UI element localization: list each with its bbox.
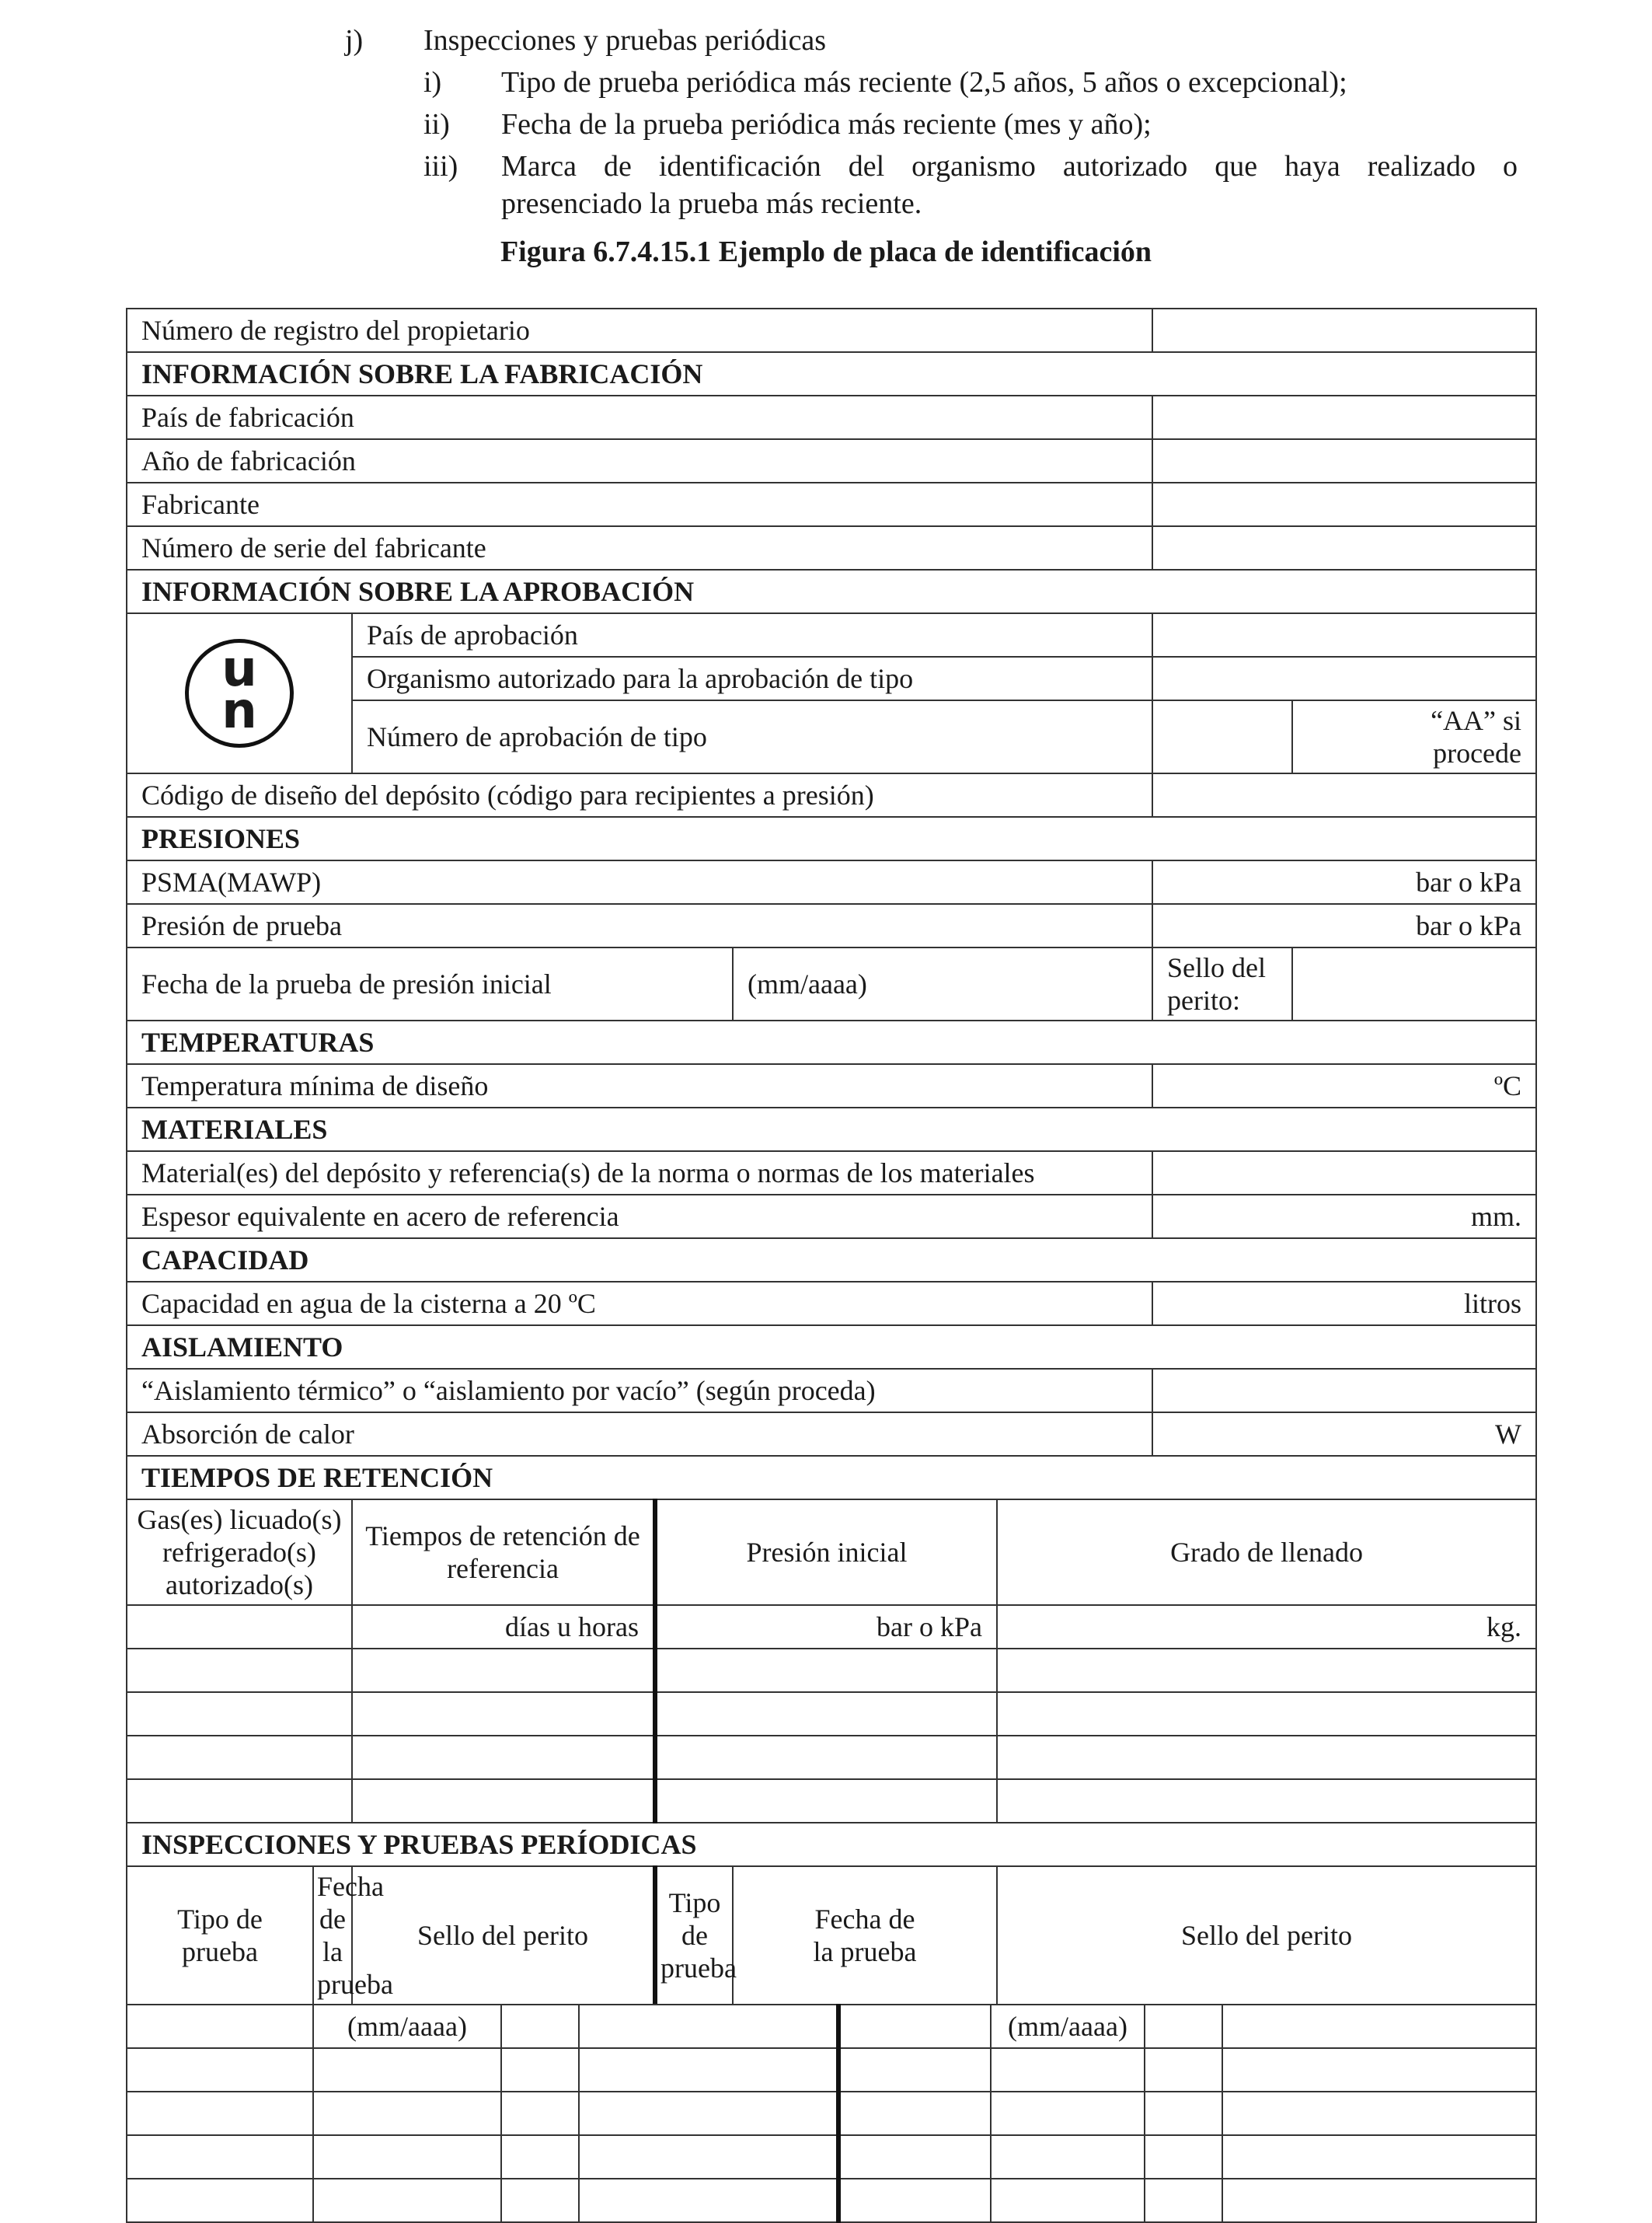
- capacity-section-header: CAPACIDAD: [127, 1238, 1536, 1282]
- table-cell: [997, 1736, 1536, 1779]
- table-row: [127, 2135, 1536, 2179]
- refrigerated-gas-header-line1: Gas(es) licuado(s): [137, 1504, 342, 1535]
- approval-authority-label: Organismo autorizado para la aprobación de tipo: [352, 657, 1152, 700]
- materials-section-header: MATERIALES: [127, 1108, 1536, 1151]
- design-code-label: Código de diseño del depósito (código para recipientes a presión): [127, 773, 1152, 817]
- list-marker-j: j): [345, 24, 364, 57]
- un-symbol-icon: [185, 639, 294, 748]
- table-row: [127, 1866, 1536, 2005]
- insulation-section-header: AISLAMIENTO: [127, 1325, 1536, 1369]
- type-approval-number-label: Número de aprobación de tipo: [352, 700, 1152, 773]
- pressures-section-header: PRESIONES: [127, 817, 1536, 860]
- table-cell: [655, 1736, 997, 1779]
- manufacturer-label: Fabricante: [127, 483, 1152, 526]
- heat-absorption-label: Absorción de calor: [127, 1412, 1152, 1456]
- table-cell: [991, 2092, 1145, 2135]
- type-approval-number-value: [1152, 700, 1292, 773]
- aa-note-line2: procede: [1433, 738, 1522, 769]
- table-row: [127, 1369, 1536, 1412]
- table-row: [127, 1823, 1536, 1866]
- table-cell: [1145, 2005, 1222, 2048]
- min-design-temperature-label: Temperatura mínima de diseño: [127, 1064, 1152, 1108]
- country-of-manufacture-label: País de fabricación: [127, 396, 1152, 439]
- table-cell: [313, 2135, 501, 2179]
- test-date-header-left-line1: Fecha de la: [317, 1871, 384, 1967]
- table-cell: [997, 1649, 1536, 1692]
- list-marker-i: i): [423, 66, 442, 99]
- table-row: [127, 773, 1536, 817]
- serial-number-label: Número de serie del fabricante: [127, 526, 1152, 570]
- aa-if-applicable-note: [1292, 700, 1536, 773]
- table-row: [127, 1325, 1536, 1369]
- table-row: [127, 947, 1536, 1021]
- table-cell: [313, 2048, 501, 2092]
- filling-degree-unit: kg.: [997, 1605, 1536, 1649]
- table-cell: [1145, 2179, 1222, 2222]
- table-cell: [127, 2005, 313, 2048]
- table-cell: [579, 2135, 838, 2179]
- table-row: [127, 309, 1536, 352]
- min-design-temperature-unit: ºC: [1152, 1064, 1536, 1108]
- table-row: [127, 860, 1536, 904]
- table-cell: [655, 1692, 997, 1736]
- periodic-inspection-grid: [126, 2004, 1537, 2223]
- expert-seal-value: [1292, 947, 1536, 1021]
- table-cell: [997, 1692, 1536, 1736]
- table-cell: [579, 2179, 838, 2222]
- table-cell: [1222, 2092, 1536, 2135]
- table-cell: [352, 1779, 655, 1823]
- table-row: [127, 1282, 1536, 1325]
- table-cell: [313, 2092, 501, 2135]
- table-cell: [838, 2048, 991, 2092]
- test-type-header-left-line1: Tipo de: [177, 1904, 263, 1935]
- test-pressure-unit: bar o kPa: [1152, 904, 1536, 947]
- table-row: [127, 1499, 1536, 1605]
- shell-materials-value: [1152, 1151, 1536, 1195]
- expert-seal-line2: perito:: [1167, 985, 1240, 1016]
- table-row: [127, 2092, 1536, 2135]
- test-date-format-left: (mm/aaaa): [313, 2005, 501, 2048]
- table-cell: [127, 1692, 352, 1736]
- table-cell: [127, 2092, 313, 2135]
- reference-holding-time-header-line1: Tiempos de retención de: [365, 1520, 640, 1551]
- test-type-header-left-line2: prueba: [182, 1936, 258, 1967]
- table-row: [127, 1779, 1536, 1823]
- table-cell: [655, 1649, 997, 1692]
- expert-seal-header-right: Sello del perito: [997, 1866, 1536, 2005]
- mawp-label: PSMA(MAWP): [127, 860, 1152, 904]
- table-cell: [313, 2179, 501, 2222]
- table-cell: [579, 2048, 838, 2092]
- table-row: [127, 1195, 1536, 1238]
- country-of-manufacture-value: [1152, 396, 1536, 439]
- table-cell: [127, 2179, 313, 2222]
- table-row: [127, 396, 1536, 439]
- table-row: [127, 1605, 1536, 1649]
- figure-caption: Figura 6.7.4.15.1 Ejemplo de placa de identificación: [500, 236, 1152, 268]
- expert-seal-header-left: Sello del perito: [352, 1866, 655, 2005]
- table-row: [127, 483, 1536, 526]
- table-row: [127, 2179, 1536, 2222]
- table-row: [127, 2048, 1536, 2092]
- table-cell: [838, 2005, 991, 2048]
- table-row: [127, 1456, 1536, 1499]
- test-type-header-right-line2: prueba: [660, 1953, 737, 1984]
- temperatures-section-header: TEMPERATURAS: [127, 1021, 1536, 1064]
- test-pressure-label: Presión de prueba: [127, 904, 1152, 947]
- un-symbol-letter-u: u: [221, 640, 257, 698]
- equivalent-thickness-label: Espesor equivalente en acero de referencia: [127, 1195, 1152, 1238]
- initial-test-date-label: Fecha de la prueba de presión inicial: [127, 947, 733, 1021]
- manufacturer-value: [1152, 483, 1536, 526]
- holding-times-section-header: TIEMPOS DE RETENCIÓN: [127, 1456, 1536, 1499]
- list-item-i: Tipo de prueba periódica más reciente (2,5 años, 5 años o excepcional);: [501, 66, 1347, 99]
- holding-time-unit: días u horas: [352, 1605, 655, 1649]
- test-date-header-left: [313, 1866, 393, 2005]
- table-cell: [127, 1779, 352, 1823]
- periodic-inspections-section-header: INSPECCIONES Y PRUEBAS PERÍODICAS: [127, 1823, 1536, 1866]
- table-cell: [501, 2005, 579, 2048]
- table-cell: [501, 2048, 579, 2092]
- table-row: [127, 1736, 1536, 1779]
- un-symbol-letter-n: n: [221, 682, 257, 740]
- water-capacity-unit: litros: [1152, 1282, 1536, 1325]
- serial-number-value: [1152, 526, 1536, 570]
- approval-authority-value: [1152, 657, 1536, 700]
- year-of-manufacture-value: [1152, 439, 1536, 483]
- table-row: [127, 526, 1536, 570]
- mawp-unit: bar o kPa: [1152, 860, 1536, 904]
- expert-seal-line1: Sello del: [1167, 952, 1266, 983]
- refrigerated-gas-header-line2: refrigerado(s) autorizado(s): [162, 1537, 316, 1600]
- table-row: [127, 904, 1536, 947]
- insulation-type-value: [1152, 1369, 1536, 1412]
- table-row: [127, 1108, 1536, 1151]
- table-row: [127, 1238, 1536, 1282]
- table-cell: [1222, 2005, 1536, 2048]
- initial-pressure-unit: bar o kPa: [655, 1605, 997, 1649]
- test-date-header-right-line2: la prueba: [813, 1936, 917, 1967]
- table-cell: [838, 2135, 991, 2179]
- owner-registration-label: Número de registro del propietario: [127, 309, 1152, 352]
- table-row: [127, 570, 1536, 613]
- table-cell: [991, 2179, 1145, 2222]
- table-cell: [1222, 2179, 1536, 2222]
- table-row: [127, 1064, 1536, 1108]
- water-capacity-label: Capacidad en agua de la cisterna a 20 ºC: [127, 1282, 1152, 1325]
- owner-registration-value: [1152, 309, 1536, 352]
- initial-test-date-format: (mm/aaaa): [733, 947, 1152, 1021]
- insulation-type-label: “Aislamiento térmico” o “aislamiento por vacío” (según proceda): [127, 1369, 1152, 1412]
- table-cell: [1145, 2048, 1222, 2092]
- table-cell: [127, 1736, 352, 1779]
- table-cell: [1145, 2092, 1222, 2135]
- manufacturing-section-header: INFORMACIÓN SOBRE LA FABRICACIÓN: [127, 352, 1536, 396]
- test-date-header-right-line1: Fecha de: [814, 1904, 915, 1935]
- identification-plate-table: [126, 308, 1537, 2005]
- list-item-ii: Fecha de la prueba periódica más reciente (mes y año);: [501, 108, 1152, 141]
- test-date-header-right: [733, 1866, 997, 2005]
- un-logo-cell: [127, 613, 352, 773]
- table-cell: [579, 2005, 838, 2048]
- table-cell: [1145, 2135, 1222, 2179]
- table-cell: [127, 2135, 313, 2179]
- list-marker-iii: iii): [423, 150, 458, 183]
- list-item-iii: Marca de identificación del organismo autorizado que haya realizado o: [501, 150, 1518, 183]
- heat-absorption-unit: W: [1152, 1412, 1536, 1456]
- test-type-header-right: [655, 1866, 737, 2005]
- equivalent-thickness-unit: mm.: [1152, 1195, 1536, 1238]
- list-marker-ii: ii): [423, 108, 450, 141]
- table-row: [127, 1649, 1536, 1692]
- test-type-header-left: [127, 1866, 313, 2005]
- table-cell: [1222, 2135, 1536, 2179]
- table-cell: [991, 2135, 1145, 2179]
- table-cell: [352, 1736, 655, 1779]
- table-cell: [501, 2179, 579, 2222]
- table-row: [127, 439, 1536, 483]
- table-row: [127, 1692, 1536, 1736]
- table-cell: [501, 2092, 579, 2135]
- table-cell: [997, 1779, 1536, 1823]
- initial-pressure-header: Presión inicial: [655, 1499, 997, 1605]
- table-cell: [127, 1649, 352, 1692]
- list-item-iii-continued: presenciado la prueba más reciente.: [501, 187, 922, 220]
- table-row: [127, 817, 1536, 860]
- test-date-header-left-line2: prueba: [317, 1969, 393, 2000]
- table-row: [127, 352, 1536, 396]
- test-type-header-right-line1: Tipo de: [668, 1887, 721, 1951]
- filling-degree-header: Grado de llenado: [997, 1499, 1536, 1605]
- country-of-approval-value: [1152, 613, 1536, 657]
- aa-note-line1: “AA” si: [1431, 705, 1522, 736]
- table-cell: [127, 2048, 313, 2092]
- list-title: Inspecciones y pruebas periódicas: [423, 24, 827, 57]
- table-cell: [991, 2048, 1145, 2092]
- year-of-manufacture-label: Año de fabricación: [127, 439, 1152, 483]
- expert-seal-label: [1152, 947, 1292, 1021]
- approval-section-header: INFORMACIÓN SOBRE LA APROBACIÓN: [127, 570, 1536, 613]
- design-code-value: [1152, 773, 1536, 817]
- table-cell: [838, 2179, 991, 2222]
- table-cell: [501, 2135, 579, 2179]
- gas-cell: [127, 1605, 352, 1649]
- refrigerated-gas-header: [127, 1499, 352, 1605]
- table-cell: [352, 1692, 655, 1736]
- table-row: [127, 1412, 1536, 1456]
- table-cell: [1222, 2048, 1536, 2092]
- table-row: [127, 2005, 1536, 2048]
- test-date-format-right: (mm/aaaa): [991, 2005, 1145, 2048]
- table-cell: [655, 1779, 997, 1823]
- table-row: [127, 1151, 1536, 1195]
- country-of-approval-label: País de aprobación: [352, 613, 1152, 657]
- table-cell: [352, 1649, 655, 1692]
- table-cell: [579, 2092, 838, 2135]
- reference-holding-time-header: [352, 1499, 655, 1605]
- reference-holding-time-header-line2: referencia: [447, 1553, 559, 1584]
- shell-materials-label: Material(es) del depósito y referencia(s) de la norma o normas de los materiales: [127, 1151, 1152, 1195]
- table-cell: [838, 2092, 991, 2135]
- table-row: [127, 613, 1536, 657]
- table-row: [127, 1021, 1536, 1064]
